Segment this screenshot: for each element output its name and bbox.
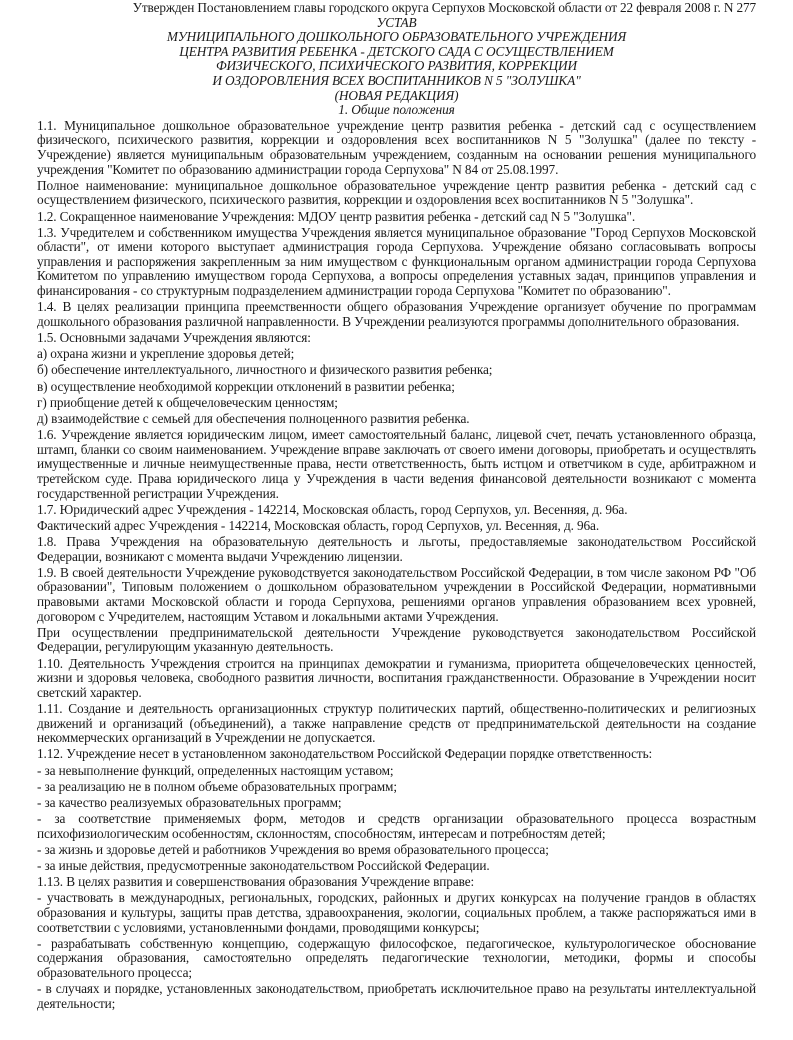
title-line: И ОЗДОРОВЛЕНИЯ ВСЕХ ВОСПИТАННИКОВ N 5 "ЗОЛУШКА" <box>212 72 581 88</box>
paragraph: 1.11. Создание и деятельность организационных структур политических партий, общественно-политических и религиозных движений и организаций (объединений), а также направление средств от предпринимательской деятельности на создание некоммерческих организаций в Учреждении не допускается. <box>37 701 756 746</box>
paragraph: 1.12. Учреждение несет в установленном законодательством Российской Федерации порядке ответственность: <box>37 746 653 762</box>
title-line: ФИЗИЧЕСКОГО, ПСИХИЧЕСКОГО РАЗВИТИЯ, КОРРЕКЦИИ <box>215 58 578 74</box>
approval-line: Утвержден Постановлением главы городского округа Серпухов Московской области от 22 февраля 2008 г. N 277 <box>132 0 756 15</box>
list-item: - в случаях и порядке, установленных законодательством, приобретать исключительное право на результаты интеллектуальной деятельности; <box>37 981 756 1011</box>
paragraph: 1.8. Права Учреждения на образовательную деятельность и льготы, предоставляемые законодательством Российской Федерации, возникают с момента выдачи Учреждению лицензии. <box>37 534 756 564</box>
paragraph: 1.3. Учредителем и собственником имущества Учреждения является муниципальное образование "Город Серпухов Московской области", от имени которого выступает администрация города Серпухова. Учреждение обязано согласовывать вопросы управления и распоряжения закрепленным за ним имуществом с функциональным органом администрации города Серпухова Комитетом по управлению имуществом города Серпухова, а вопросы определения уставных задач, принципов управления и финансирования - со структурным подразделением администрации города Серпухова "Комитет по образованию". <box>37 224 756 299</box>
list-item: - за невыполнение функций, определенных настоящим уставом; <box>37 762 394 778</box>
paragraph: 1.6. Учреждение является юридическим лицом, имеет самостоятельный баланс, лицевой счет, печать установленного образца, штамп, бланки со своим наименованием. Учреждение вправе заключать от своего имени договоры, приобретать и осуществлять имущественные и личные неимущественные права, нести ответственность, быть истцом и ответчиком в суде, арбитражном и третейском суде. Права юридического лица у Учреждения в части ведения финансовой деятельности возникают с момента государственной регистрации Учреждения. <box>37 427 756 501</box>
list-item: - за реализацию не в полном объеме образовательных программ; <box>37 778 397 794</box>
paragraph: 1.10. Деятельность Учреждения строится на принципах демократии и гуманизма, приоритета общечеловеческих ценностей, жизни и здоровья человека, свободного развития личности, воспитания гражданственности. Образование в Учреждении носит светский характер. <box>37 655 756 700</box>
list-item: - за иные действия, предусмотренные законодательством Российской Федерации. <box>37 858 490 874</box>
document-page <box>37 0 756 1013</box>
list-item: - за жизнь и здоровье детей и работников Учреждения во время образовательного процесса; <box>37 841 549 857</box>
paragraph: 1.1. Муниципальное дошкольное образовательное учреждение центр развития ребенка - детский сад с осуществлением физического, психического развития, коррекции и оздоровления всех воспитанников N 5 "Золушка" (далее по тексту - Учреждение) является муниципальным образовательным учреждением, созданным на основании решения муниципального учреждения "Комитет по образованию администрации города Серпухова" N 84 от 25.08.1997. <box>37 117 756 177</box>
title-line: ЦЕНТРА РАЗВИТИЯ РЕБЕНКА - ДЕТСКОГО САДА С ОСУЩЕСТВЛЕНИЕМ <box>179 43 614 59</box>
title-line: УСТАВ <box>376 14 417 30</box>
title-line: МУНИЦИПАЛЬНОГО ДОШКОЛЬНОГО ОБРАЗОВАТЕЛЬНОГО УЧРЕЖДЕНИЯ <box>166 29 627 45</box>
paragraph: 1.4. В целях реализации принципа преемственности общего образования Учреждение организует обучение по программам дошкольного образования различной направленности. В Учреждении реализуются программы дополнительного образования. <box>37 299 756 329</box>
list-item: - за соответствие применяемых форм, методов и средств организации образовательного процесса возрастным психофизиологическим особенностям, склонностям, способностям, интересам и потребностям детей; <box>37 811 756 841</box>
list-item: в) осуществление необходимой коррекции отклонений в развитии ребенка; <box>37 378 455 394</box>
paragraph: Фактический адрес Учреждения - 142214, Московская область, город Серпухов, ул. Весенняя, д. 96а. <box>37 517 600 533</box>
document-body <box>37 119 756 1012</box>
title-line: (НОВАЯ РЕДАКЦИЯ) <box>334 87 459 103</box>
paragraph: При осуществлении предпринимательской деятельности Учреждение руководствуется законодательством Российской Федерации, регулирующим указанную деятельность. <box>37 624 756 655</box>
list-item: д) взаимодействие с семьей для обеспечения полноценного развития ребенка. <box>37 410 470 426</box>
list-item: а) охрана жизни и укрепление здоровья детей; <box>37 346 295 362</box>
list-item: - за качество реализуемых образовательных программ; <box>37 794 342 810</box>
list-item: г) приобщение детей к общечеловеческим ценностям; <box>37 394 338 410</box>
paragraph: 1.13. В целях развития и совершенствования образования Учреждение вправе: <box>37 874 475 890</box>
list-item: - разрабатывать собственную концепцию, содержащую философское, педагогическое, культурологическое обоснование содержания образования, самостоятельно определять педагогические технологии, методики, формы и способы образовательного процесса; <box>37 935 756 981</box>
section-heading: 1. Общие положения <box>338 102 455 118</box>
list-item: б) обеспечение интеллектуального, личностного и физического развития ребенка; <box>37 362 493 378</box>
paragraph: 1.5. Основными задачами Учреждения являются: <box>37 330 311 346</box>
document-title <box>37 16 756 118</box>
paragraph: Полное наименование: муниципальное дошкольное образовательное учреждение центр развития ребенка - детский сад с осуществлением физического, психического развития, коррекции и оздоровления всех воспитанников N 5 "Золушка". <box>37 177 756 208</box>
paragraph: 1.9. В своей деятельности Учреждение руководствуется законодательством Российской Федерации, в том числе законом РФ "Об образовании", Типовым положением о дошкольном образовательном учреждении в Российской Федерации, нормативными правовыми актами Московской области и города Серпухова, решениями органов управления образованием всех уровней, договором с Учредителем, настоящим Уставом и локальными актами Учреждения. <box>37 564 756 624</box>
paragraph: 1.7. Юридический адрес Учреждения - 142214, Московская область, город Серпухов, ул. Весенняя, д. 96а. <box>37 501 628 517</box>
paragraph: 1.2. Сокращенное наименование Учреждения: МДОУ центр развития ребенка - детский сад N 5 "Золушка". <box>37 208 636 224</box>
list-item: - участвовать в международных, региональных, городских, районных и других конкурсах на получение грандов в областях образования и культуры, защиты прав детства, здравоохранения, экологии, социальных проблем, а также распоряжаться ими в соответствии с условиями, установленными фондами, проводящими конкурсы; <box>37 890 756 935</box>
